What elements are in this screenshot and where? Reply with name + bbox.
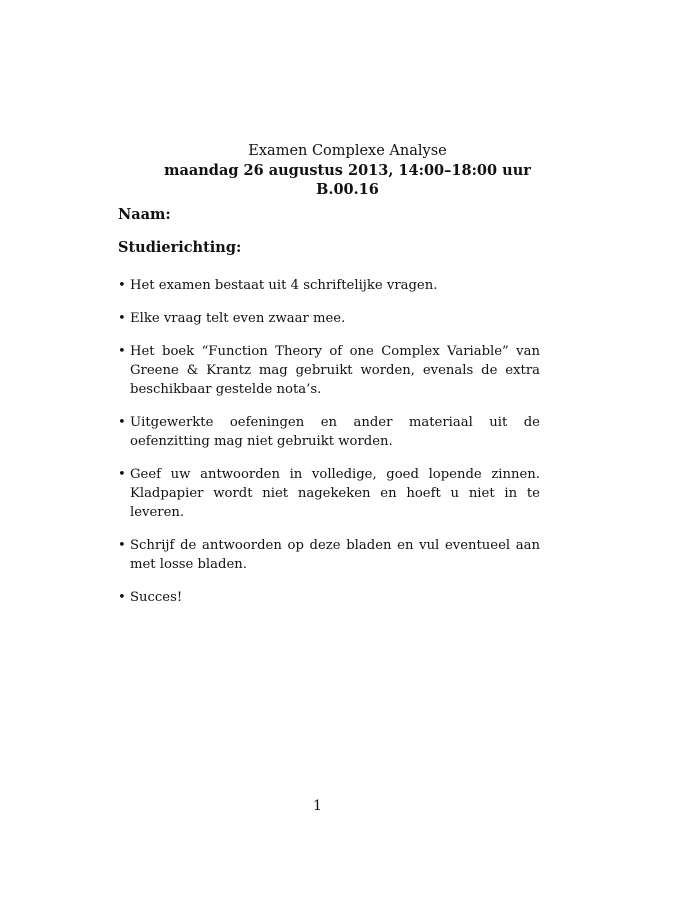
instruction-text: Succes! [130,590,183,605]
instruction-item [118,276,540,295]
instruction-item [118,342,540,399]
bullet-icon: • [118,590,126,605]
instructions-list [118,276,540,621]
instruction-text: Geef uw antwoorden in volledige, goed lopende zinnen. Kladpapier wordt niet nagekeken en hoeft u niet in te leveren. [130,467,540,520]
bullet-icon: • [118,415,126,430]
bullet-icon: • [118,538,126,553]
instruction-item [118,413,540,451]
exam-title: Examen Complexe Analyse [248,143,447,159]
instruction-text: Elke vraag telt even zwaar mee. [130,311,346,326]
page-number: 1 [313,798,322,814]
bullet-icon: • [118,311,126,326]
instruction-text: Uitgewerkte oefeningen en ander materiaal uit de oefenzitting mag niet gebruikt worden. [130,415,540,449]
study-program-label: Studierichting: [118,239,242,256]
instruction-text: Schrijf de antwoorden op deze bladen en vul eventueel aan met losse bladen. [130,538,540,572]
instruction-item [118,536,540,574]
bullet-icon: • [118,344,126,359]
bullet-icon: • [118,278,126,293]
instruction-item [118,588,540,607]
instruction-text: Het boek “Function Theory of one Complex Variable” van Greene & Krantz mag gebruikt worden, evenals de extra beschikbaar gestelde nota’s. [130,344,540,397]
bullet-icon: • [118,467,126,482]
instruction-item [118,309,540,328]
instruction-text: Het examen bestaat uit 4 schriftelijke vragen. [130,278,438,293]
exam-date-time: maandag 26 augustus 2013, 14:00–18:00 uur [164,162,531,179]
exam-header [0,142,695,199]
exam-room: B.00.16 [316,181,379,198]
instruction-item [118,465,540,522]
name-label: Naam: [118,206,171,223]
